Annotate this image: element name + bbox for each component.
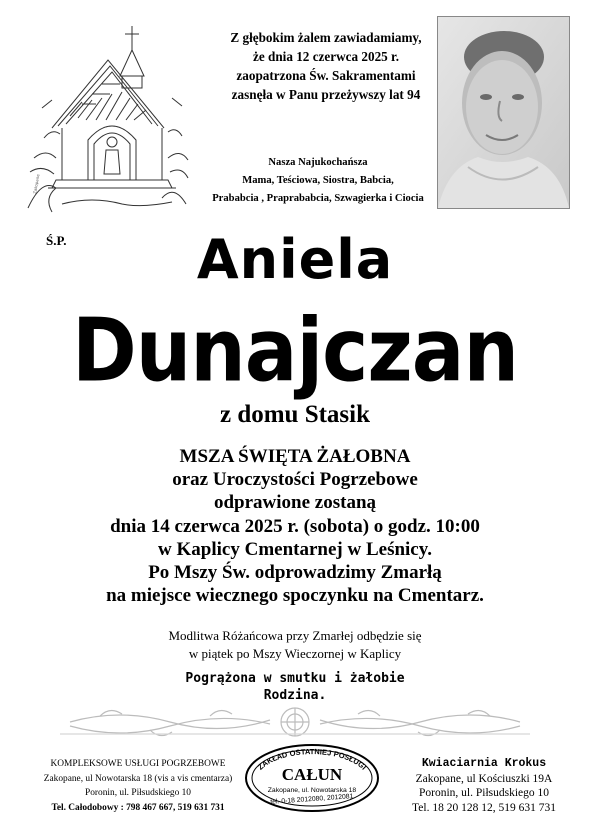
funeral-home-phone: Tel. Całodobowy : 798 467 667, 519 631 731 [51, 802, 225, 813]
funeral-details-line: Po Mszy Św. odprowadzimy Zmarłą [148, 562, 442, 584]
ornament-divider [60, 700, 530, 742]
grieving-line: Pogrążona w smutku i żałobie [185, 671, 405, 686]
surname: Dunajczan [72, 300, 518, 402]
funeral-details-line: dnia 14 czerwca 2025 r. (sobota) o godz. 10:00 [110, 515, 480, 537]
rosary-line: w piątek po Mszy Wieczornej w Kaplicy [188, 646, 402, 661]
calun-address: Zakopane, ul. Nowotarska 18 [267, 787, 357, 794]
rosary-line: Modlitwa Różańcowa przy Zmarłej odbędzie się [168, 628, 422, 643]
chapel-drawing [22, 8, 190, 216]
announcement-line: że dnia 12 czerwca 2025 r. [252, 49, 399, 64]
funeral-details-line: MSZA ŚWIĘTA ŻAŁOBNA [179, 446, 411, 467]
family-roles [188, 154, 448, 208]
funeral-home-address: Poronin, ul. Piłsudskiego 10 [85, 788, 191, 798]
sp-label: Ś.P. [46, 233, 67, 248]
first-name: Aniela [196, 228, 394, 291]
calun-arc-text: ZAKŁAD OSTATNIEJ POSŁUGI [255, 747, 369, 772]
funeral-details [0, 445, 590, 607]
florist-right [384, 757, 584, 815]
funeral-details-line: oraz Uroczystości Pogrzebowe [172, 469, 418, 491]
portrait-photo [437, 16, 570, 209]
florist-address: Zakopane, ul Kościuszki 19A [415, 772, 553, 785]
family-line: Mama, Teściowa, Siostra, Babcia, [242, 175, 394, 186]
florist-phone: Tel. 18 20 128 12, 519 631 731 [412, 801, 556, 814]
funeral-home-name: KOMPLEKSOWE USŁUGI POGRZEBOWE [50, 759, 226, 769]
announcement-line: zaopatrzona Św. Sakramentami [236, 68, 416, 83]
funeral-details-line: odprawione zostaną [213, 492, 377, 514]
funeral-details-line: w Kaplicy Cmentarnej w Leśnicy. [158, 538, 432, 560]
calun-logo [243, 742, 381, 814]
calun-phone: tel. 0-18 2012080, 2012081 [270, 793, 354, 806]
rosary-info [0, 627, 590, 663]
family-line: Nasza Najukochańsza [268, 157, 368, 168]
announcement-line: zasnęła w Panu przeżywszy lat 94 [231, 87, 421, 102]
announcement-text [206, 28, 446, 104]
grieving-family [0, 670, 590, 704]
grieving-line: Rodzina. [263, 688, 327, 703]
calun-name: CAŁUN [281, 765, 343, 784]
svg-text:Zakopane: Zakopane [32, 173, 41, 195]
funeral-home-left [22, 757, 254, 815]
funeral-home-address: Zakopane, ul Nowotarska 18 (vis a vis cmentarza) [43, 773, 233, 784]
florist-address: Poronin, ul. Piłsudskiego 10 [418, 787, 550, 799]
family-line: Prababcia , Praprababcia, Szwagierka i Ciocia [212, 193, 424, 204]
announcement-line: Z głębokim żalem zawiadamiamy, [230, 30, 422, 45]
florist-name: Kwiaciarnia Krokus [421, 757, 547, 770]
funeral-details-line: na miejsce wiecznego spoczynku na Cmentarz. [106, 585, 484, 607]
maiden-name: z domu Stasik [219, 401, 371, 428]
